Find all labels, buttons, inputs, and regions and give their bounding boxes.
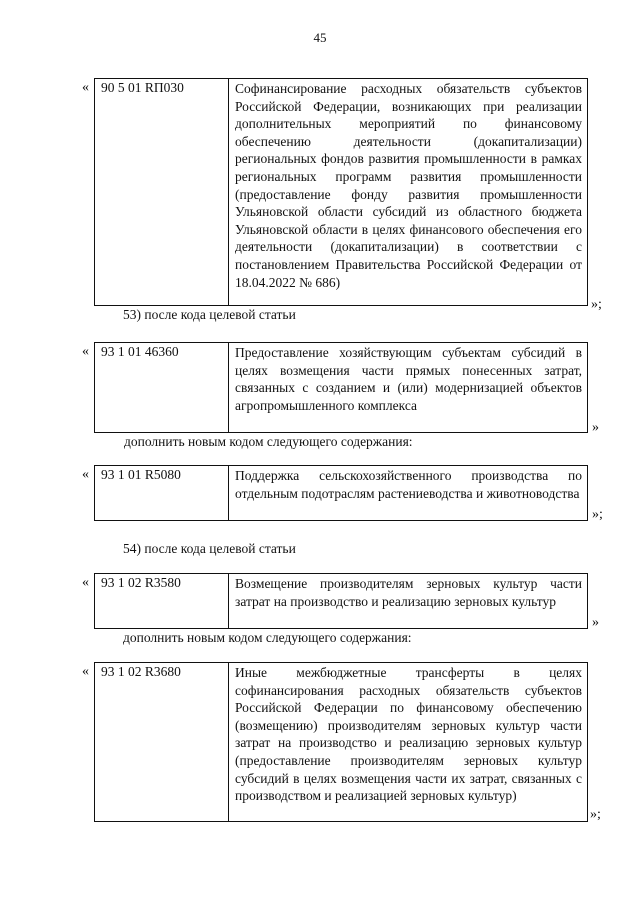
code-description: Возмещение производителям зерновых культур части затрат на производство и реализацию зерновых культур [235, 576, 582, 609]
open-quote: « [82, 344, 89, 359]
close-quote: »; [591, 297, 602, 312]
close-quote: » [592, 615, 599, 630]
add-code-text: дополнить новым кодом следующего содержания: [123, 630, 412, 645]
code-description: Поддержка сельскохозяйственного производства по отдельным подотраслям растениеводства и животноводства [235, 468, 582, 501]
target-code: 93 1 01 R5080 [95, 466, 229, 520]
open-quote: « [82, 80, 89, 95]
code-table [94, 78, 588, 306]
code-table [94, 662, 588, 822]
open-quote: « [82, 664, 89, 679]
code-table [94, 342, 588, 433]
target-code: 93 1 01 46360 [95, 343, 229, 432]
code-description: Иные межбюджетные трансферты в целях софинансирования расходных обязательств субъектов Российской Федерации по финансовому обеспечению (возмещению) производителям зерновых культур части затрат на производство и реализацию зерновых культур (предоставление производителям зерновых культур субсидий в целях возмещения части их затрат, связанных с производством и реализацией зерновых культур) [235, 665, 582, 804]
close-quote: »; [590, 807, 601, 822]
close-quote: » [592, 420, 599, 435]
open-quote: « [82, 575, 89, 590]
target-code: 90 5 01 RП030 [95, 79, 229, 305]
page-number: 45 [313, 30, 327, 45]
target-code: 93 1 02 R3580 [95, 574, 229, 628]
code-table [94, 465, 588, 521]
item-54-text: 54) после кода целевой статьи [123, 541, 296, 556]
close-quote: »; [592, 507, 603, 522]
open-quote: « [82, 467, 89, 482]
add-code-text: дополнить новым кодом следующего содержания: [124, 434, 413, 449]
target-code: 93 1 02 R3680 [95, 663, 229, 821]
code-table [94, 573, 588, 629]
item-53-text: 53) после кода целевой статьи [123, 307, 296, 322]
code-description: Софинансирование расходных обязательств субъектов Российской Федерации, возникающих при реализации дополнительных мероприятий по финансовому обеспечению деятельности (докапитализации) региональных фондов развития промышленности в рамках региональных программ развития промышленности (предоставление фонду развития промышленности Ульяновской области субсидий из областного бюджета Ульяновской области в целях финансового обеспечения его деятельности (докапитализации) в соответствии с постановлением Правительства Российской Федерации от 18.04.2022 № 686) [235, 81, 582, 290]
code-description: Предоставление хозяйствующим субъектам субсидий в целях возмещения части прямых понесенных затрат, связанных с созданием и (или) модернизацией объектов агропромышленного комплекса [235, 345, 582, 413]
